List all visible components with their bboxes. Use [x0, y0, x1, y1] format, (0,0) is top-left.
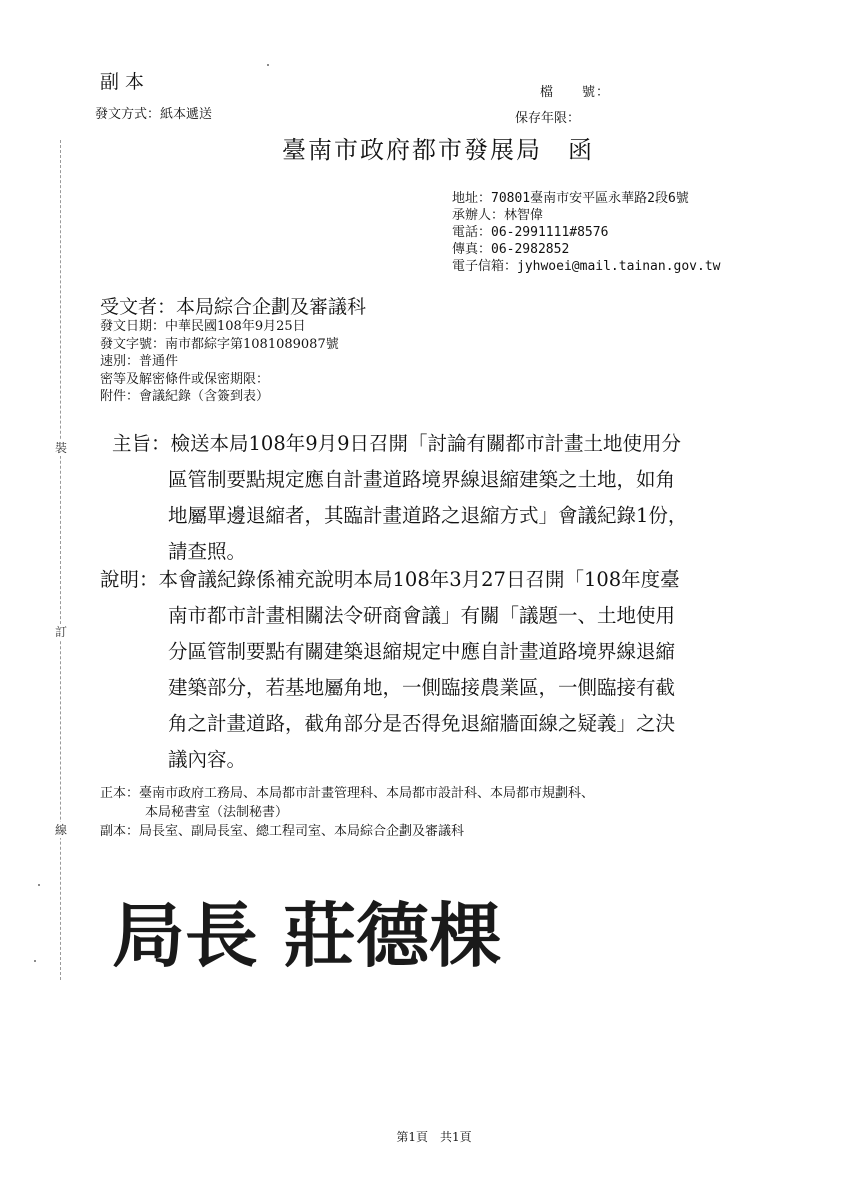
director-signature: [112, 888, 512, 974]
signature-text: 局長 莊德棵: [112, 894, 502, 974]
scan-speck: [34, 960, 36, 962]
binding-mark-xian: 線: [55, 823, 68, 837]
copy-label: 副本: [100, 71, 151, 93]
contact-address: 地址：70801臺南市安平區永華路2段6號: [452, 191, 689, 206]
subject-paragraph: [112, 426, 687, 570]
delivery-speed: 速別：普通件: [100, 354, 179, 369]
retention-period: 保存年限：: [515, 111, 581, 126]
subject-label: 主旨：: [112, 432, 171, 455]
explanation-line: 本會議紀錄係補充說明本局108年3月27日召開「108年度臺: [158, 568, 680, 591]
explanation-line: 議內容。: [168, 748, 247, 771]
document-meta: [100, 318, 339, 406]
explanation-line: 建築部分，若基地屬角地，一側臨接農業區，一側臨接有截: [168, 676, 676, 699]
contact-email: 電子信箱：jyhwoei@mail.tainan.gov.tw: [452, 259, 721, 274]
document-number: 發文字號：南市都綜字第1081089087號: [100, 336, 339, 352]
subject-line: 地屬單邊退縮者，其臨計畫道路之退縮方式」會議紀錄1份，: [168, 504, 688, 527]
contact-phone: 電話：06-2991111#8576: [452, 225, 609, 240]
binding-mark-ding: 訂: [55, 625, 68, 639]
explanation-line: 分區管制要點有關建築退縮規定中應自計畫道路境界線退縮: [168, 640, 676, 663]
send-method: 發文方式：紙本遞送: [95, 107, 213, 122]
primary-recipients-cont: 本局秘書室（法制秘書）: [145, 805, 289, 820]
page-number: 第1頁 共1頁: [396, 1130, 472, 1144]
binding-line: [60, 140, 61, 980]
issue-date: 發文日期：中華民國108年9月25日: [100, 319, 306, 334]
binding-mark-zhuang: 裝: [55, 441, 68, 455]
explanation-label: 說明：: [100, 568, 159, 591]
subject-line: 檢送本局108年9月9日召開「討論有關都市計畫土地使用分: [170, 432, 682, 455]
subject-line: 請查照。: [168, 540, 247, 563]
explanation-line: 角之計畫道路，截角部分是否得免退縮牆面線之疑義」之決: [168, 712, 676, 735]
contact-fax: 傳真：06-2982852: [452, 242, 570, 257]
attachment: 附件：會議紀錄（含簽到表）: [100, 389, 270, 404]
scan-speck: [38, 884, 40, 886]
scan-speck: [267, 64, 269, 66]
distribution-list: [100, 784, 594, 841]
contact-block: [452, 190, 721, 275]
archive-number: 檔 號：: [540, 85, 611, 100]
contact-handler: 承辦人：林智偉: [452, 208, 544, 223]
document-title: 臺南市政府都市發展局 函: [282, 136, 594, 164]
explanation-paragraph: [100, 562, 680, 778]
secrecy-level: 密等及解密條件或保密期限：: [100, 371, 270, 387]
subject-line: 區管制要點規定應自計畫道路境界線退縮建築之土地，如角: [168, 468, 676, 491]
primary-recipients: 正本：臺南市政府工務局、本局都市計畫管理科、本局都市設計科、本局都市規劃科、: [100, 786, 595, 801]
explanation-line: 南市都市計畫相關法令研商會議」有關「議題一、土地使用: [168, 604, 676, 627]
copy-recipients: 副本：局長室、副局長室、總工程司室、本局綜合企劃及審議科: [100, 824, 465, 839]
recipient: 受文者：本局綜合企劃及審議科: [100, 296, 367, 318]
